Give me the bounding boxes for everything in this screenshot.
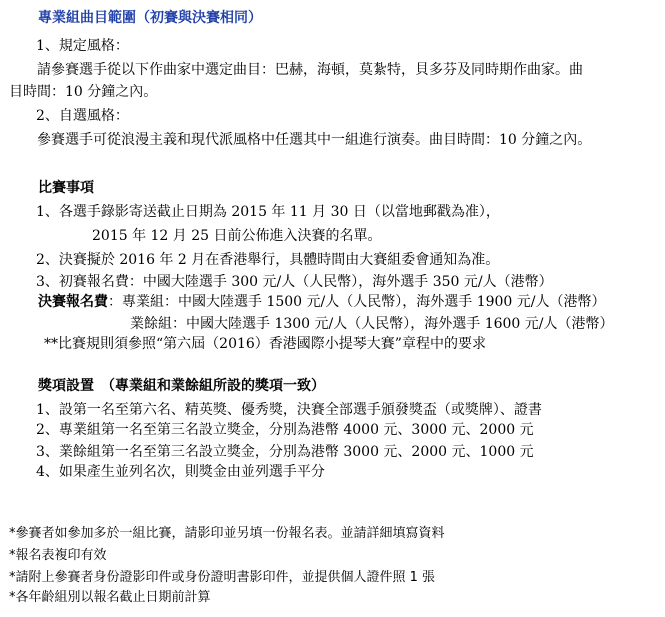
note-item: *參賽者如參加多於一組比賽，請影印並另填一份報名表。並請詳細填寫資料	[9, 526, 445, 541]
matters-item3: 3、初賽報名費：中國大陸選手 300 元/人（人民幣），海外選手 350 元/人（港幣）	[36, 274, 553, 290]
awards-item1: 1、設第一名至第六名、精英獎、優秀獎，決賽全部選手頒發獎盃（或獎牌）、證書	[36, 402, 542, 418]
repertoire-item1-text-line1: 請參賽選手從以下作曲家中選定曲目：巴赫，海頓，莫紮特，貝多芬及同時期作曲家。曲	[37, 62, 583, 78]
note-item: *請附上參賽者身份證影印件或身份證明書影印件，並提供個人證件照 1 張	[9, 570, 436, 585]
awards-item3: 3、業餘組第一名至第三名設立獎金，分別為港幣 3000 元、2000 元、1000 元	[36, 444, 534, 460]
final-fee-row	[38, 292, 606, 312]
repertoire-item1-text-line2: 目時間：10 分鐘之內。	[9, 84, 158, 100]
final-fee-amateur: 業餘組：中國大陸選手 1300 元/人（人民幣），海外選手 1600 元/人（港幣）	[130, 316, 614, 332]
awards-item4: 4、如果產生並列名次，則獎金由並列選手平分	[36, 464, 325, 480]
repertoire-title: 專業組曲目範圍（初賽與決賽相同）	[38, 10, 262, 26]
final-fee-pro: ：專業組：中國大陸選手 1500 元/人（人民幣），海外選手 1900 元/人（港幣）	[108, 294, 606, 310]
repertoire-item1-label: 1、規定風格：	[36, 38, 129, 54]
repertoire-item2-label: 2、自選風格：	[36, 108, 129, 124]
rules-note: **比賽規則須參照“第六屆（2016）香港國際小提琴大賽”章程中的要求	[44, 336, 486, 352]
awards-item2: 2、專業組第一名至第三名設立獎金，分別為港幣 4000 元、3000 元、2000 元	[36, 422, 534, 438]
matters-item1-line2: 2015 年 12 月 25 日前公佈進入決賽的名單。	[92, 228, 382, 244]
awards-title: 獎項設置 （專業組和業餘組所設的獎項一致）	[38, 378, 325, 394]
matters-item1-line1: 1、各選手錄影寄送截止日期為 2015 年 11 月 30 日（以當地郵戳為准），	[36, 204, 500, 220]
note-item: *報名表複印有效	[9, 548, 107, 563]
note-item: *各年齡組別以報名截止日期前計算	[9, 590, 211, 605]
repertoire-item2-text: 參賽選手可從浪漫主義和現代派風格中任選其中一組進行演奏。曲目時間：10 分鐘之內。	[37, 132, 592, 148]
matters-title: 比賽事項	[38, 180, 94, 196]
final-fee-label: 決賽報名費	[38, 294, 108, 310]
matters-item2: 2、決賽擬於 2016 年 2 月在香港舉行，具體時間由大賽組委會通知為准。	[36, 252, 500, 268]
